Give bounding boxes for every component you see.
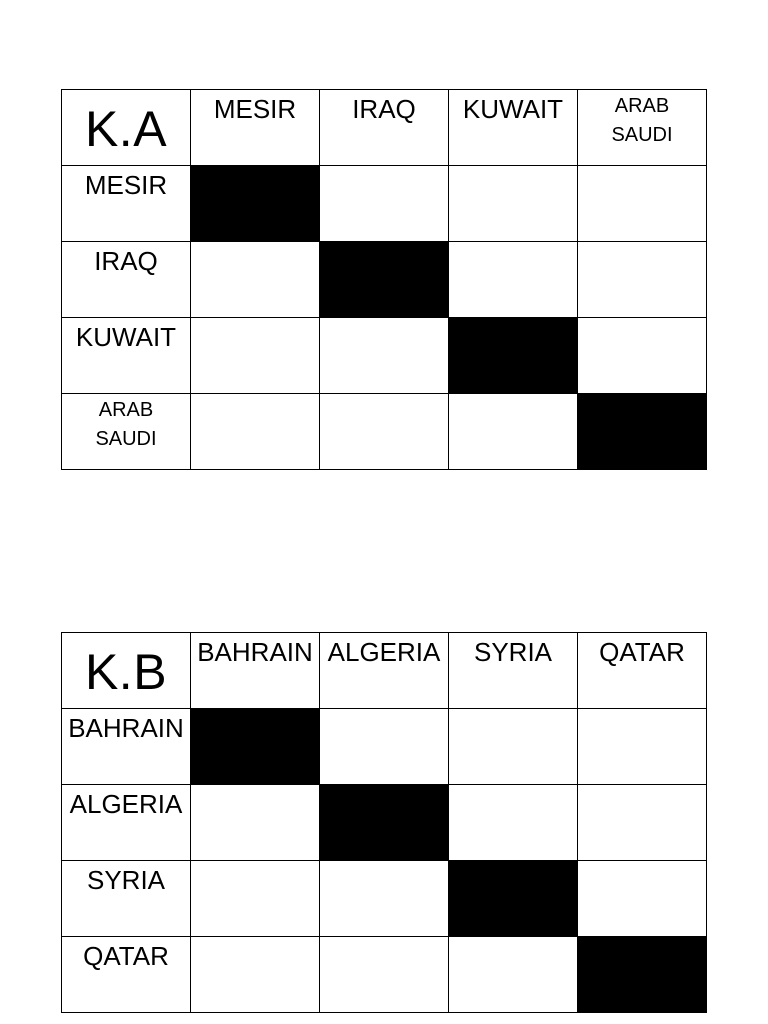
- empty-cell[interactable]: [578, 785, 707, 861]
- empty-cell[interactable]: [449, 937, 578, 1013]
- diagonal-filled-cell: [578, 937, 707, 1013]
- match-table-ka: [61, 89, 707, 470]
- row-header: [62, 785, 191, 861]
- row-header: [62, 709, 191, 785]
- table-row: [62, 166, 707, 242]
- row-header: [62, 394, 191, 470]
- column-header-label: ARAB SAUDI: [611, 95, 673, 146]
- empty-cell[interactable]: [578, 318, 707, 394]
- row-header-label: BAHRAIN: [68, 713, 184, 743]
- empty-cell[interactable]: [191, 861, 320, 937]
- empty-cell[interactable]: [320, 394, 449, 470]
- column-header: [191, 90, 320, 166]
- diagonal-filled-cell: [449, 861, 578, 937]
- empty-cell[interactable]: [191, 394, 320, 470]
- row-header: [62, 318, 191, 394]
- empty-cell[interactable]: [320, 861, 449, 937]
- table-row: [62, 394, 707, 470]
- table-header-row: [62, 633, 707, 709]
- row-header-label: QATAR: [83, 941, 169, 971]
- empty-cell[interactable]: [191, 242, 320, 318]
- empty-cell[interactable]: [578, 861, 707, 937]
- table-title: K.A: [84, 101, 168, 157]
- table-row: [62, 709, 707, 785]
- empty-cell[interactable]: [320, 709, 449, 785]
- empty-cell[interactable]: [449, 709, 578, 785]
- diagonal-filled-cell: [320, 242, 449, 318]
- column-header: [320, 90, 449, 166]
- table-header-row: [62, 90, 707, 166]
- table-row: [62, 318, 707, 394]
- empty-cell[interactable]: [578, 709, 707, 785]
- row-header: [62, 242, 191, 318]
- column-header: [191, 633, 320, 709]
- empty-cell[interactable]: [320, 166, 449, 242]
- column-header-label: SYRIA: [473, 637, 553, 667]
- column-header-label: BAHRAIN: [197, 637, 313, 667]
- match-table-kb: [61, 632, 707, 1013]
- empty-cell[interactable]: [191, 785, 320, 861]
- column-header-label: ALGERIA: [327, 637, 441, 667]
- diagonal-filled-cell: [191, 166, 320, 242]
- table-title: K.B: [84, 644, 168, 700]
- empty-cell[interactable]: [320, 937, 449, 1013]
- column-header: [449, 90, 578, 166]
- empty-cell[interactable]: [449, 785, 578, 861]
- empty-cell[interactable]: [191, 937, 320, 1013]
- row-header-label: ARAB SAUDI: [95, 399, 157, 450]
- column-header-label: IRAQ: [352, 94, 416, 124]
- row-header: [62, 861, 191, 937]
- diagonal-filled-cell: [320, 785, 449, 861]
- table-row: [62, 785, 707, 861]
- row-header-label: MESIR: [84, 170, 168, 200]
- diagonal-filled-cell: [449, 318, 578, 394]
- empty-cell[interactable]: [449, 242, 578, 318]
- column-header-label: KUWAIT: [462, 94, 564, 124]
- diagonal-filled-cell: [191, 709, 320, 785]
- diagonal-filled-cell: [578, 394, 707, 470]
- empty-cell[interactable]: [578, 242, 707, 318]
- table-row: [62, 861, 707, 937]
- row-header-label: SYRIA: [86, 865, 166, 895]
- table-corner-cell: [62, 90, 191, 166]
- row-header: [62, 937, 191, 1013]
- row-header-label: IRAQ: [94, 246, 158, 276]
- column-header: [578, 90, 707, 166]
- column-header: [578, 633, 707, 709]
- row-header-label: KUWAIT: [75, 322, 177, 352]
- row-header: [62, 166, 191, 242]
- table-corner-cell: [62, 633, 191, 709]
- empty-cell[interactable]: [320, 318, 449, 394]
- empty-cell[interactable]: [449, 394, 578, 470]
- column-header-label: MESIR: [213, 94, 297, 124]
- empty-cell[interactable]: [191, 318, 320, 394]
- empty-cell[interactable]: [449, 166, 578, 242]
- table-row: [62, 937, 707, 1013]
- column-header: [320, 633, 449, 709]
- column-header-label: QATAR: [599, 637, 685, 667]
- table-row: [62, 242, 707, 318]
- empty-cell[interactable]: [578, 166, 707, 242]
- row-header-label: ALGERIA: [69, 789, 183, 819]
- column-header: [449, 633, 578, 709]
